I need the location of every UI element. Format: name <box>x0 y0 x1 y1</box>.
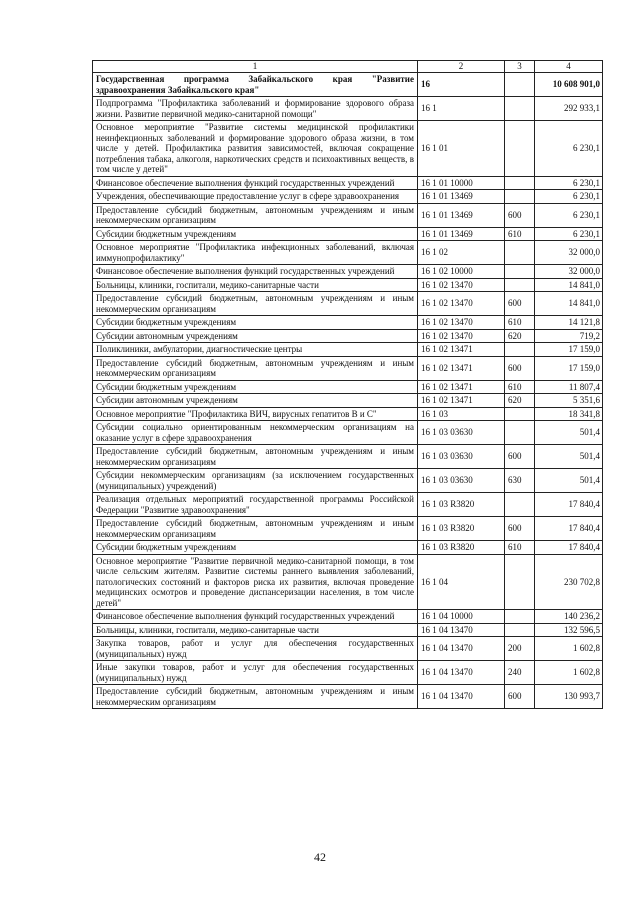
row-code-cell: 16 1 03 R3820 <box>418 493 505 517</box>
row-name-cell: Субсидии некоммерческим организациям (за исключением государственных (муниципальных) учреждений) <box>93 469 418 493</box>
row-name-cell: Субсидии социально ориентированным некоммерческим организациям на оказание услуг в сфере здравоохранения <box>93 421 418 445</box>
row-type-cell <box>505 610 535 624</box>
table-row <box>93 380 603 394</box>
row-name-cell: Финансовое обеспечение выполнения функций государственных учреждений <box>93 610 418 624</box>
row-sum-cell: 501,4 <box>535 445 603 469</box>
table-row <box>93 203 603 227</box>
table-row <box>93 685 603 709</box>
table-row <box>93 292 603 316</box>
row-sum-cell: 14 841,0 <box>535 292 603 316</box>
row-type-cell: 610 <box>505 541 535 555</box>
row-code-cell: 16 1 02 13470 <box>418 292 505 316</box>
row-sum-cell: 32 000,0 <box>535 265 603 279</box>
row-type-cell: 610 <box>505 227 535 241</box>
table-row <box>93 329 603 343</box>
header-cell: 4 <box>535 61 603 73</box>
header-cell: 1 <box>93 61 418 73</box>
row-sum-cell: 719,2 <box>535 329 603 343</box>
row-sum-cell: 130 993,7 <box>535 685 603 709</box>
row-code-cell: 16 1 <box>418 97 505 121</box>
row-type-cell <box>505 278 535 292</box>
row-code-cell: 16 1 03 03630 <box>418 445 505 469</box>
row-sum-cell: 6 230,1 <box>535 227 603 241</box>
row-code-cell: 16 1 02 13471 <box>418 356 505 380</box>
row-type-cell <box>505 190 535 204</box>
table-row <box>93 469 603 493</box>
table-row <box>93 97 603 121</box>
row-code-cell: 16 1 01 10000 <box>418 176 505 190</box>
row-code-cell: 16 1 01 13469 <box>418 227 505 241</box>
row-type-cell: 200 <box>505 637 535 661</box>
row-code-cell: 16 1 03 <box>418 407 505 421</box>
row-code-cell: 16 1 04 10000 <box>418 610 505 624</box>
table-row <box>93 541 603 555</box>
row-name-cell: Субсидии бюджетным учреждениям <box>93 380 418 394</box>
row-sum-cell: 1 602,8 <box>535 661 603 685</box>
row-name-cell: Государственная программа Забайкальского края "Развитие здравоохранения Забайкальского края" <box>93 73 418 97</box>
row-name-cell: Основное мероприятие "Развитие первичной медико-санитарной помощи, в том числе сельским жителям. Развитие системы раннего выявления заболеваний, патологических состояний и факторов риска их развития, включая проведение медицинских осмотров и проведение диспансеризации населения, в том числе детей" <box>93 554 418 610</box>
header-cell: 3 <box>505 61 535 73</box>
table-row <box>93 176 603 190</box>
row-type-cell <box>505 241 535 265</box>
row-code-cell: 16 1 02 13470 <box>418 316 505 330</box>
row-code-cell: 16 1 03 R3820 <box>418 517 505 541</box>
row-code-cell: 16 1 04 13470 <box>418 623 505 637</box>
table-row <box>93 637 603 661</box>
row-name-cell: Предоставление субсидий бюджетным, автономным учреждениям и иным некоммерческим организациям <box>93 203 418 227</box>
table-row <box>93 121 603 177</box>
table-row <box>93 394 603 408</box>
row-name-cell: Субсидии автономным учреждениям <box>93 329 418 343</box>
row-type-cell: 600 <box>505 356 535 380</box>
row-type-cell: 600 <box>505 445 535 469</box>
row-type-cell: 240 <box>505 661 535 685</box>
table-row <box>93 227 603 241</box>
row-code-cell: 16 1 04 13470 <box>418 637 505 661</box>
row-type-cell <box>505 421 535 445</box>
row-name-cell: Подпрограмма "Профилактика заболеваний и формирование здорового образа жизни. Развитие первичной медико-санитарной помощи" <box>93 97 418 121</box>
table-row <box>93 190 603 204</box>
row-sum-cell: 11 807,4 <box>535 380 603 394</box>
row-name-cell: Основное мероприятие "Профилактика ВИЧ, вирусных гепатитов В и С" <box>93 407 418 421</box>
table-header-row <box>93 61 603 73</box>
row-name-cell: Предоставление субсидий бюджетным, автономным учреждениям и иным некоммерческим организациям <box>93 356 418 380</box>
table-row <box>93 407 603 421</box>
row-type-cell <box>505 343 535 357</box>
row-sum-cell: 501,4 <box>535 421 603 445</box>
row-type-cell: 610 <box>505 316 535 330</box>
table-row <box>93 356 603 380</box>
row-type-cell: 620 <box>505 329 535 343</box>
row-code-cell: 16 1 02 13471 <box>418 380 505 394</box>
row-name-cell: Основное мероприятие "Профилактика инфекционных заболеваний, включая иммунопрофилактику" <box>93 241 418 265</box>
row-sum-cell: 17 840,4 <box>535 493 603 517</box>
row-type-cell <box>505 176 535 190</box>
row-type-cell <box>505 121 535 177</box>
row-type-cell: 600 <box>505 685 535 709</box>
table-row <box>93 265 603 279</box>
row-name-cell: Основное мероприятие "Развитие системы медицинской профилактики неинфекционных заболеваний и формирование здорового образа жизни, в том числе у детей. Профилактика развития зависимостей, включая сокращение потребления табака, алкоголя, наркотических средств и психоактивных веществ, в том числе у детей" <box>93 121 418 177</box>
row-sum-cell: 292 933,1 <box>535 97 603 121</box>
row-code-cell: 16 1 03 03630 <box>418 421 505 445</box>
row-sum-cell: 14 121,8 <box>535 316 603 330</box>
row-code-cell: 16 1 04 <box>418 554 505 610</box>
row-name-cell: Учреждения, обеспечивающие предоставление услуг в сфере здравоохранения <box>93 190 418 204</box>
row-name-cell: Больницы, клиники, госпитали, медико-санитарные части <box>93 278 418 292</box>
row-sum-cell: 140 236,2 <box>535 610 603 624</box>
page-number: 42 <box>314 850 326 864</box>
table-row <box>93 610 603 624</box>
row-sum-cell: 17 840,4 <box>535 541 603 555</box>
table-row <box>93 73 603 97</box>
row-code-cell: 16 1 02 <box>418 241 505 265</box>
table-row <box>93 343 603 357</box>
row-code-cell: 16 <box>418 73 505 97</box>
row-type-cell <box>505 265 535 279</box>
row-sum-cell: 1 602,8 <box>535 637 603 661</box>
row-type-cell: 600 <box>505 517 535 541</box>
row-sum-cell: 10 608 901,0 <box>535 73 603 97</box>
row-sum-cell: 14 841,0 <box>535 278 603 292</box>
row-name-cell: Предоставление субсидий бюджетным, автономным учреждениям и иным некоммерческим организациям <box>93 517 418 541</box>
row-name-cell: Поликлиники, амбулатории, диагностические центры <box>93 343 418 357</box>
table-row <box>93 316 603 330</box>
row-name-cell: Предоставление субсидий бюджетным, автономным учреждениям и иным некоммерческим организациям <box>93 445 418 469</box>
row-name-cell: Закупка товаров, работ и услуг для обеспечения государственных (муниципальных) нужд <box>93 637 418 661</box>
row-type-cell <box>505 97 535 121</box>
row-code-cell: 16 1 02 10000 <box>418 265 505 279</box>
row-code-cell: 16 1 02 13471 <box>418 394 505 408</box>
row-code-cell: 16 1 04 13470 <box>418 685 505 709</box>
row-name-cell: Больницы, клиники, госпитали, медико-санитарные части <box>93 623 418 637</box>
row-code-cell: 16 1 01 13469 <box>418 203 505 227</box>
row-sum-cell: 6 230,1 <box>535 121 603 177</box>
row-code-cell: 16 1 01 13469 <box>418 190 505 204</box>
row-type-cell: 600 <box>505 292 535 316</box>
row-type-cell <box>505 493 535 517</box>
row-code-cell: 16 1 04 13470 <box>418 661 505 685</box>
row-name-cell: Предоставление субсидий бюджетным, автономным учреждениям и иным некоммерческим организациям <box>93 292 418 316</box>
table-row <box>93 445 603 469</box>
row-name-cell: Субсидии бюджетным учреждениям <box>93 541 418 555</box>
table-row <box>93 554 603 610</box>
row-type-cell: 610 <box>505 380 535 394</box>
row-name-cell: Реализация отдельных мероприятий государственной программы Российской Федерации "Развитие здравоохранения" <box>93 493 418 517</box>
row-name-cell: Финансовое обеспечение выполнения функций государственных учреждений <box>93 176 418 190</box>
row-code-cell: 16 1 01 <box>418 121 505 177</box>
row-type-cell: 620 <box>505 394 535 408</box>
table-row <box>93 661 603 685</box>
row-sum-cell: 501,4 <box>535 469 603 493</box>
row-type-cell <box>505 73 535 97</box>
row-sum-cell: 17 159,0 <box>535 356 603 380</box>
row-type-cell <box>505 407 535 421</box>
table-row <box>93 493 603 517</box>
row-sum-cell: 5 351,6 <box>535 394 603 408</box>
row-name-cell: Субсидии автономным учреждениям <box>93 394 418 408</box>
row-sum-cell: 230 702,8 <box>535 554 603 610</box>
row-code-cell: 16 1 02 13470 <box>418 329 505 343</box>
table-row <box>93 278 603 292</box>
row-code-cell: 16 1 02 13470 <box>418 278 505 292</box>
row-code-cell: 16 1 03 03630 <box>418 469 505 493</box>
row-type-cell: 600 <box>505 203 535 227</box>
row-type-cell <box>505 554 535 610</box>
table-row <box>93 517 603 541</box>
budget-table <box>92 60 603 709</box>
header-cell: 2 <box>418 61 505 73</box>
row-name-cell: Предоставление субсидий бюджетным, автономным учреждениям и иным некоммерческим организациям <box>93 685 418 709</box>
table-row <box>93 421 603 445</box>
row-name-cell: Субсидии бюджетным учреждениям <box>93 316 418 330</box>
row-sum-cell: 17 159,0 <box>535 343 603 357</box>
row-type-cell <box>505 623 535 637</box>
row-name-cell: Иные закупки товаров, работ и услуг для обеспечения государственных (муниципальных) нужд <box>93 661 418 685</box>
row-type-cell: 630 <box>505 469 535 493</box>
row-code-cell: 16 1 03 R3820 <box>418 541 505 555</box>
table-row <box>93 623 603 637</box>
row-code-cell: 16 1 02 13471 <box>418 343 505 357</box>
row-sum-cell: 132 596,5 <box>535 623 603 637</box>
row-name-cell: Финансовое обеспечение выполнения функций государственных учреждений <box>93 265 418 279</box>
row-sum-cell: 32 000,0 <box>535 241 603 265</box>
row-sum-cell: 6 230,1 <box>535 203 603 227</box>
row-sum-cell: 18 341,8 <box>535 407 603 421</box>
row-sum-cell: 6 230,1 <box>535 176 603 190</box>
row-name-cell: Субсидии бюджетным учреждениям <box>93 227 418 241</box>
table-row <box>93 241 603 265</box>
row-sum-cell: 17 840,4 <box>535 517 603 541</box>
row-sum-cell: 6 230,1 <box>535 190 603 204</box>
